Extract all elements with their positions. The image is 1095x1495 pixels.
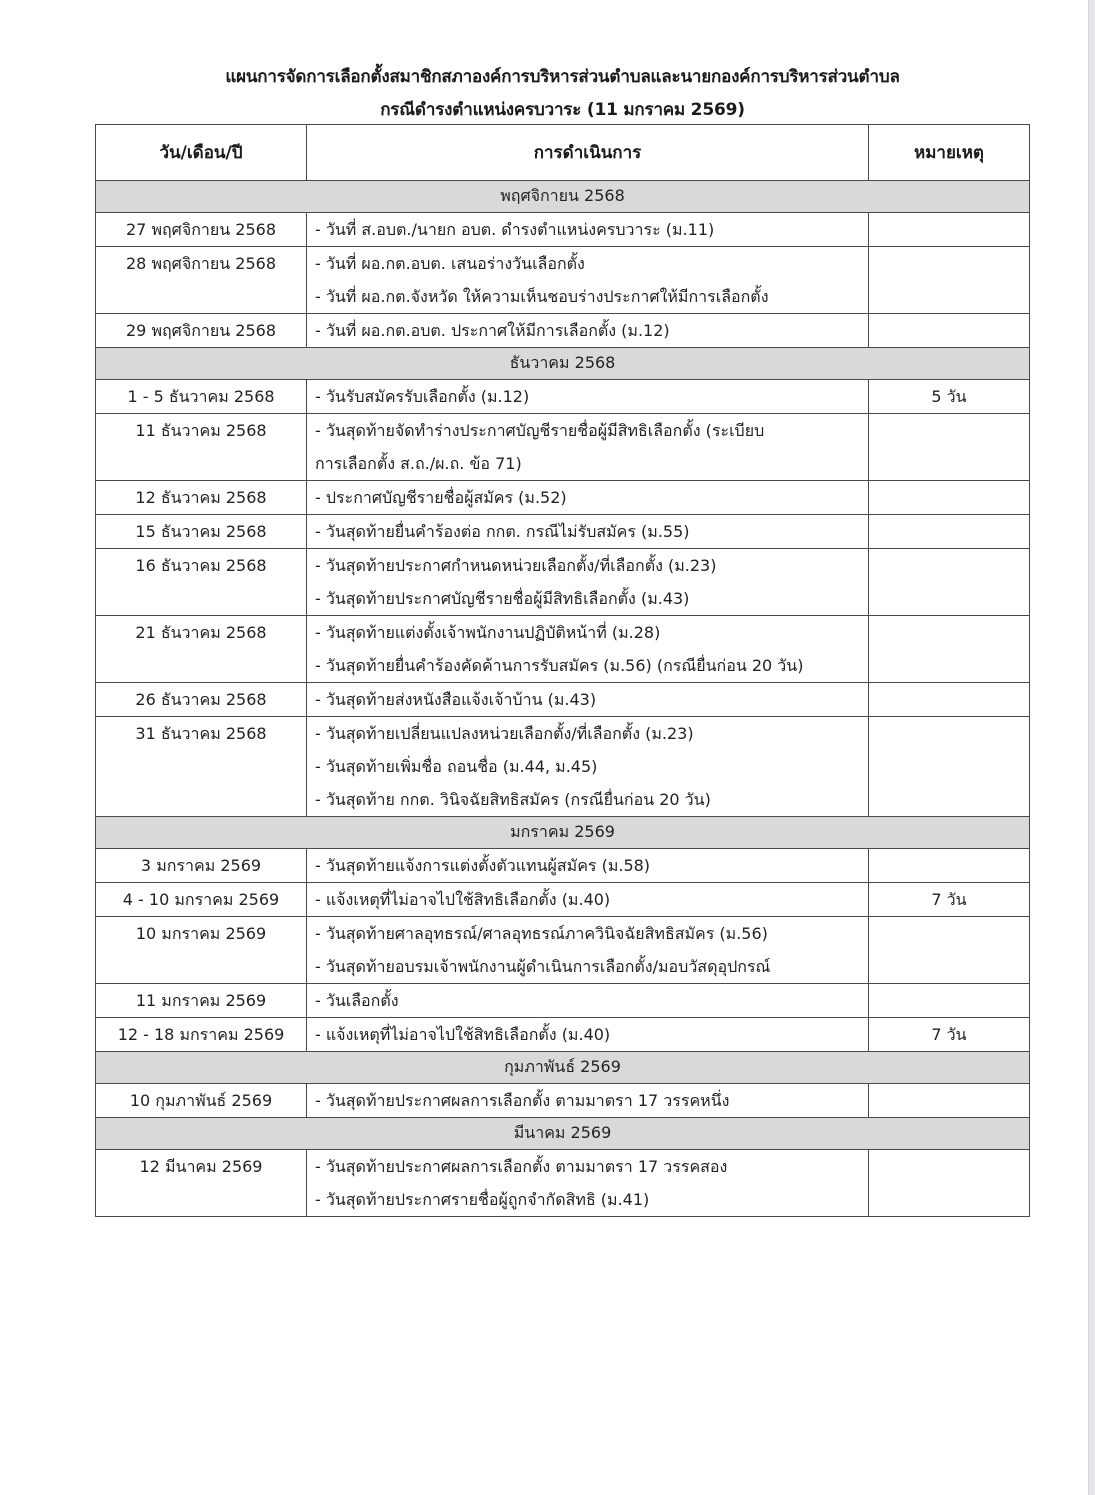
activity-cell [307,247,869,314]
election-schedule-table [95,124,1030,1217]
month-label: มีนาคม 2569 [96,1118,1030,1150]
note-cell [869,414,1030,481]
date-cell: 26 ธันวาคม 2568 [96,683,307,717]
date-cell: 12 - 18 มกราคม 2569 [96,1018,307,1052]
activity-item: - วันรับสมัครรับเลือกตั้ง (ม.12) [315,387,530,406]
note-cell [869,314,1030,348]
table-row [96,1018,1030,1052]
document-subtitle: กรณีดำรงตำแหน่งครบวาระ (11 มกราคม 2569) [380,100,745,120]
activity-item: - วันสุดท้ายเปลี่ยนแปลงหน่วยเลือกตั้ง/ที่เลือกตั้ง (ม.23) [315,724,694,743]
table-row [96,314,1030,348]
note-cell [869,849,1030,883]
table-row [96,1150,1030,1217]
month-label: ธันวาคม 2568 [96,348,1030,380]
month-section-row [96,1118,1030,1150]
date-cell: 15 ธันวาคม 2568 [96,515,307,549]
table-row [96,616,1030,683]
date-cell: 21 ธันวาคม 2568 [96,616,307,683]
month-section-row [96,1052,1030,1084]
date-cell: 12 มีนาคม 2569 [96,1150,307,1217]
activity-cell [307,849,869,883]
date-cell: 28 พฤศจิกายน 2568 [96,247,307,314]
date-cell: 12 ธันวาคม 2568 [96,481,307,515]
date-cell: 3 มกราคม 2569 [96,849,307,883]
activity-item: - วันสุดท้ายเพิ่มชื่อ ถอนชื่อ (ม.44, ม.45) [315,757,598,776]
table-row [96,549,1030,616]
activity-cell [307,1084,869,1118]
header-activity: การดำเนินการ [307,125,869,181]
activity-item: - วันสุดท้าย กกต. วินิจฉัยสิทธิสมัคร (กรณียื่นก่อน 20 วัน) [315,790,711,809]
month-label: กุมภาพันธ์ 2569 [96,1052,1030,1084]
table-body [96,181,1030,1217]
activity-item: - วันสุดท้ายแต่งตั้งเจ้าพนักงานปฏิบัติหน้าที่ (ม.28) [315,623,661,642]
activity-item: - วันสุดท้ายส่งหนังสือแจ้งเจ้าบ้าน (ม.43) [315,690,597,709]
activity-cell [307,1150,869,1217]
date-cell: 11 ธันวาคม 2568 [96,414,307,481]
month-section-row [96,181,1030,213]
month-section-row [96,817,1030,849]
note-cell: 5 วัน [869,380,1030,414]
date-cell: 10 กุมภาพันธ์ 2569 [96,1084,307,1118]
note-cell [869,917,1030,984]
table-row [96,414,1030,481]
activity-item: - วันสุดท้ายยื่นคำร้องต่อ กกต. กรณีไม่รับสมัคร (ม.55) [315,522,690,541]
activity-item: - วันที่ ผอ.กต.จังหวัด ให้ความเห็นชอบร่างประกาศให้มีการเลือกตั้ง [315,287,769,306]
activity-item: - ประกาศบัญชีรายชื่อผู้สมัคร (ม.52) [315,488,567,507]
note-cell [869,717,1030,817]
activity-cell [307,380,869,414]
note-cell [869,515,1030,549]
activity-item: - วันสุดท้ายแจ้งการแต่งตั้งตัวแทนผู้สมัคร (ม.58) [315,856,651,875]
table-row [96,213,1030,247]
activity-cell [307,883,869,917]
table-row [96,883,1030,917]
activity-cell [307,549,869,616]
date-cell: 1 - 5 ธันวาคม 2568 [96,380,307,414]
activity-item: - วันสุดท้ายประกาศบัญชีรายชื่อผู้มีสิทธิเลือกตั้ง (ม.43) [315,589,690,608]
activity-cell [307,414,869,481]
activity-item: - แจ้งเหตุที่ไม่อาจไปใช้สิทธิเลือกตั้ง (ม.40) [315,890,611,909]
activity-cell [307,1018,869,1052]
note-cell [869,1084,1030,1118]
activity-cell [307,213,869,247]
activity-item: - วันสุดท้ายประกาศผลการเลือกตั้ง ตามมาตรา 17 วรรคหนึ่ง [315,1091,730,1110]
note-cell [869,1150,1030,1217]
note-cell: 7 วัน [869,883,1030,917]
date-cell: 27 พฤศจิกายน 2568 [96,213,307,247]
activity-item: - วันที่ ส.อบต./นายก อบต. ดำรงตำแหน่งครบวาระ (ม.11) [315,220,715,239]
activity-cell [307,616,869,683]
activity-item: - วันสุดท้ายประกาศรายชื่อผู้ถูกจำกัดสิทธิ (ม.41) [315,1190,650,1209]
activity-item: - วันสุดท้ายอบรมเจ้าพนักงานผู้ดำเนินการเลือกตั้ง/มอบวัสดุอุปกรณ์ [315,957,771,976]
activity-cell [307,984,869,1018]
document-title: แผนการจัดการเลือกตั้งสมาชิกสภาองค์การบริหารส่วนตำบลและนายกองค์การบริหารส่วนตำบล [225,67,900,87]
note-cell [869,616,1030,683]
date-cell: 31 ธันวาคม 2568 [96,717,307,817]
month-label: พฤศจิกายน 2568 [96,181,1030,213]
table-row [96,917,1030,984]
activity-cell [307,717,869,817]
table-row [96,481,1030,515]
activity-cell [307,481,869,515]
date-cell: 10 มกราคม 2569 [96,917,307,984]
table-header-row [96,125,1030,181]
activity-cell [307,683,869,717]
activity-item: การเลือกตั้ง ส.ถ./ผ.ถ. ข้อ 71) [315,454,522,473]
activity-cell [307,314,869,348]
month-label: มกราคม 2569 [96,817,1030,849]
table-row [96,849,1030,883]
table-row [96,380,1030,414]
table-row [96,247,1030,314]
date-cell: 11 มกราคม 2569 [96,984,307,1018]
date-cell: 4 - 10 มกราคม 2569 [96,883,307,917]
header-note: หมายเหตุ [869,125,1030,181]
activity-item: - วันสุดท้ายยื่นคำร้องคัดค้านการรับสมัคร (ม.56) (กรณียื่นก่อน 20 วัน) [315,656,804,675]
note-cell [869,984,1030,1018]
activity-item: - วันสุดท้ายจัดทำร่างประกาศบัญชีรายชื่อผู้มีสิทธิเลือกตั้ง (ระเบียบ [315,421,765,440]
note-cell: 7 วัน [869,1018,1030,1052]
table-row [96,717,1030,817]
note-cell [869,683,1030,717]
activity-cell [307,515,869,549]
activity-item: - วันเลือกตั้ง [315,991,399,1010]
activity-item: - วันที่ ผอ.กต.อบต. ประกาศให้มีการเลือกตั้ง (ม.12) [315,321,670,340]
activity-item: - วันสุดท้ายศาลอุทธรณ์/ศาลอุทธรณ์ภาควินิจฉัยสิทธิสมัคร (ม.56) [315,924,768,943]
date-cell: 16 ธันวาคม 2568 [96,549,307,616]
note-cell [869,247,1030,314]
table-row [96,984,1030,1018]
note-cell [869,481,1030,515]
table-row [96,515,1030,549]
activity-cell [307,917,869,984]
activity-item: - วันสุดท้ายประกาศกำหนดหน่วยเลือกตั้ง/ที่เลือกตั้ง (ม.23) [315,556,717,575]
table-row [96,1084,1030,1118]
note-cell [869,549,1030,616]
note-cell [869,213,1030,247]
month-section-row [96,348,1030,380]
table-row [96,683,1030,717]
activity-item: - วันที่ ผอ.กต.อบต. เสนอร่างวันเลือกตั้ง [315,254,585,273]
date-cell: 29 พฤศจิกายน 2568 [96,314,307,348]
header-date: วัน/เดือน/ปี [96,125,307,181]
activity-item: - วันสุดท้ายประกาศผลการเลือกตั้ง ตามมาตรา 17 วรรคสอง [315,1157,728,1176]
activity-item: - แจ้งเหตุที่ไม่อาจไปใช้สิทธิเลือกตั้ง (ม.40) [315,1025,611,1044]
